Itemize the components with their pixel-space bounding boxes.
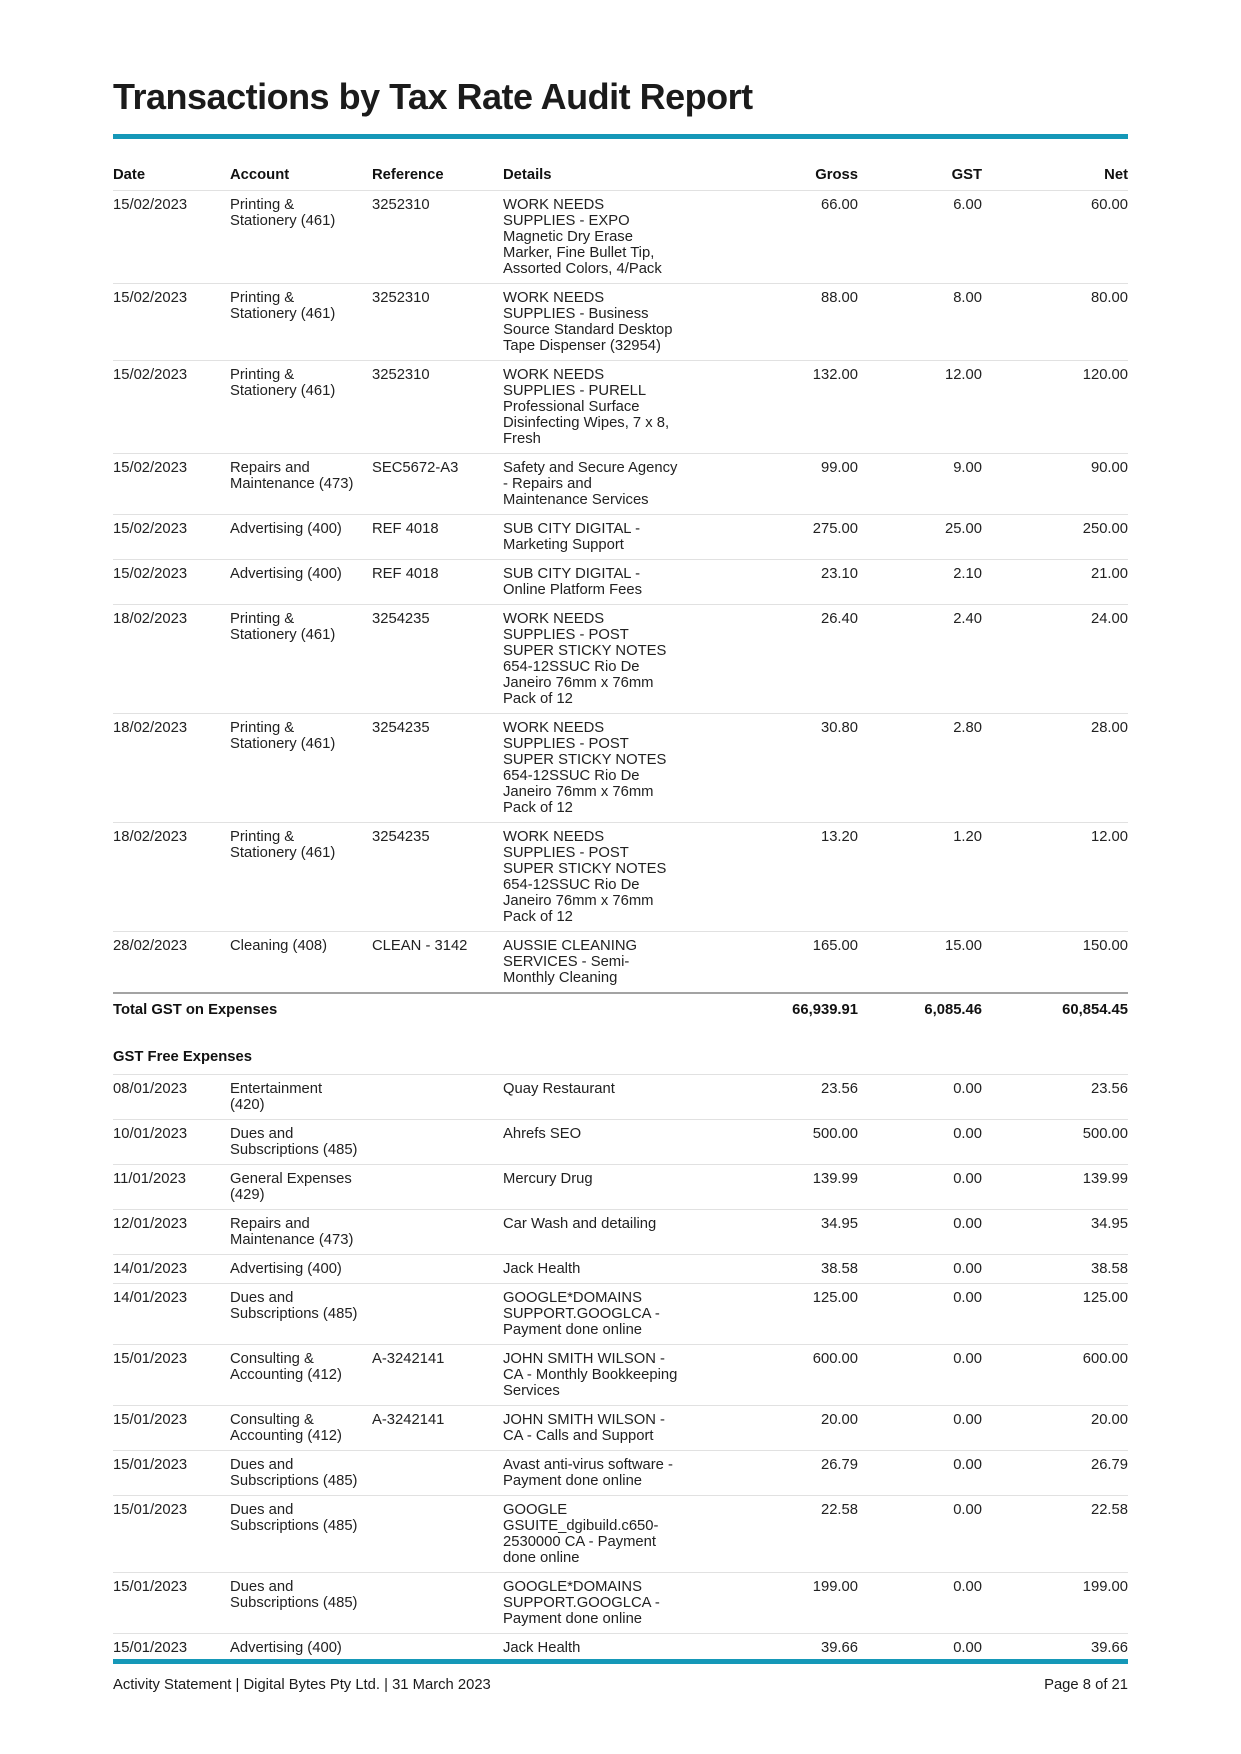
cell-details: WORK NEEDS SUPPLIES - PURELL Professional Surface Disinfecting Wipes, 7 x 8, Fresh (503, 367, 670, 447)
cell-gst: 2.40 (953, 611, 982, 627)
cell-reference: REF 4018 (372, 521, 439, 537)
cell-details: WORK NEEDS SUPPLIES - EXPO Magnetic Dry Erase Marker, Fine Bullet Tip, Assorted Colors, 4/Pack (503, 197, 662, 277)
table-row (113, 713, 1128, 822)
cell-details: SUB CITY DIGITAL - Marketing Support (503, 521, 641, 553)
cell-reference: CLEAN - 3142 (372, 938, 468, 954)
cell-gross: 39.66 (820, 1640, 858, 1656)
table-row (113, 1405, 1128, 1450)
cell-gross: 38.58 (820, 1261, 858, 1277)
column-header-gross: Gross (815, 167, 858, 183)
cell-date: 15/02/2023 (113, 566, 188, 582)
cell-gross: 165.00 (812, 938, 858, 954)
total-gst: 6,085.46 (924, 1002, 982, 1018)
cell-gst: 0.00 (953, 1290, 982, 1306)
cell-reference: REF 4018 (372, 566, 439, 582)
cell-account: Printing & Stationery (461) (230, 720, 336, 752)
cell-details: WORK NEEDS SUPPLIES - POST SUPER STICKY NOTES 654-12SSUC Rio De Janeiro 76mm x 76mm Pack of 12 (503, 720, 667, 816)
cell-net: 24.00 (1090, 611, 1128, 627)
cell-gross: 26.40 (820, 611, 858, 627)
cell-reference: 3252310 (372, 367, 430, 383)
cell-gst: 0.00 (953, 1081, 982, 1097)
cell-account: Entertainment (420) (230, 1081, 323, 1113)
cell-gst: 0.00 (953, 1126, 982, 1142)
cell-gross: 88.00 (820, 290, 858, 306)
cell-net: 34.95 (1090, 1216, 1128, 1232)
cell-gst: 9.00 (953, 460, 982, 476)
cell-gst: 0.00 (953, 1216, 982, 1232)
cell-account: Dues and Subscriptions (485) (230, 1457, 358, 1489)
table-row (113, 604, 1128, 713)
cell-reference: SEC5672-A3 (372, 460, 459, 476)
table-row (113, 283, 1128, 360)
cell-gross: 30.80 (820, 720, 858, 736)
cell-details: JOHN SMITH WILSON - CA - Calls and Support (503, 1412, 665, 1444)
report-content (113, 0, 1128, 1662)
cell-gross: 139.99 (812, 1171, 858, 1187)
cell-date: 15/02/2023 (113, 367, 188, 383)
column-header-reference: Reference (372, 167, 444, 183)
cell-net: 120.00 (1082, 367, 1128, 383)
cell-net: 125.00 (1082, 1290, 1128, 1306)
table-header (113, 167, 1128, 190)
cell-gross: 34.95 (820, 1216, 858, 1232)
column-header-gst: GST (951, 167, 982, 183)
cell-details: AUSSIE CLEANING SERVICES - Semi-Monthly Cleaning (503, 938, 638, 986)
cell-gst: 0.00 (953, 1502, 982, 1518)
cell-details: Mercury Drug (503, 1171, 593, 1187)
cell-details: Safety and Secure Agency - Repairs and Maintenance Services (503, 460, 678, 508)
cell-account: Printing & Stationery (461) (230, 611, 336, 643)
cell-gst: 0.00 (953, 1412, 982, 1428)
cell-date: 15/01/2023 (113, 1579, 188, 1595)
cell-date: 14/01/2023 (113, 1290, 188, 1306)
table-row (113, 1344, 1128, 1405)
title-rule (113, 134, 1128, 139)
cell-date: 18/02/2023 (113, 611, 188, 627)
cell-net: 199.00 (1082, 1579, 1128, 1595)
footer-rule (113, 1659, 1128, 1664)
footer-report-info: Activity Statement | Digital Bytes Pty Ltd. | 31 March 2023 (113, 1677, 491, 1693)
cell-net: 90.00 (1090, 460, 1128, 476)
cell-details: GOOGLE*DOMAINS SUPPORT.GOOGLCA - Payment done online (503, 1290, 660, 1338)
cell-gst: 0.00 (953, 1579, 982, 1595)
page-title: Transactions by Tax Rate Audit Report (113, 76, 753, 117)
cell-gst: 8.00 (953, 290, 982, 306)
cell-reference: A-3242141 (372, 1412, 445, 1428)
cell-reference: 3254235 (372, 720, 430, 736)
cell-details: Jack Health (503, 1261, 581, 1277)
cell-date: 14/01/2023 (113, 1261, 188, 1277)
cell-details: Car Wash and detailing (503, 1216, 657, 1232)
cell-gross: 125.00 (812, 1290, 858, 1306)
cell-gross: 26.79 (820, 1457, 858, 1473)
cell-gst: 15.00 (944, 938, 982, 954)
cell-net: 28.00 (1090, 720, 1128, 736)
cell-gst: 2.80 (953, 720, 982, 736)
cell-account: Repairs and Maintenance (473) (230, 460, 354, 492)
cell-account: Cleaning (408) (230, 938, 328, 954)
cell-net: 39.66 (1090, 1640, 1128, 1656)
cell-gst: 0.00 (953, 1261, 982, 1277)
table-row (113, 1119, 1128, 1164)
cell-date: 15/01/2023 (113, 1457, 188, 1473)
cell-account: Advertising (400) (230, 1261, 342, 1277)
cell-details: Jack Health (503, 1640, 581, 1656)
cell-details: JOHN SMITH WILSON - CA - Monthly Bookkeeping Services (503, 1351, 678, 1399)
total-row (113, 992, 1128, 1027)
page-footer (113, 1643, 1128, 1693)
cell-gst: 0.00 (953, 1171, 982, 1187)
cell-account: Advertising (400) (230, 1640, 342, 1656)
cell-account: Dues and Subscriptions (485) (230, 1502, 358, 1534)
table-row (113, 360, 1128, 453)
cell-date: 15/01/2023 (113, 1412, 188, 1428)
table-row (113, 190, 1128, 283)
cell-account: Consulting & Accounting (412) (230, 1351, 342, 1383)
column-header-date: Date (113, 167, 146, 183)
cell-details: Quay Restaurant (503, 1081, 615, 1097)
table-row (113, 822, 1128, 931)
table-row (113, 559, 1128, 604)
cell-gst: 25.00 (944, 521, 982, 537)
cell-date: 15/02/2023 (113, 521, 188, 537)
cell-reference: A-3242141 (372, 1351, 445, 1367)
cell-details: WORK NEEDS SUPPLIES - Business Source Standard Desktop Tape Dispenser (32954) (503, 290, 673, 354)
cell-net: 21.00 (1090, 566, 1128, 582)
cell-gross: 20.00 (820, 1412, 858, 1428)
cell-reference: 3252310 (372, 290, 430, 306)
table-row (113, 1283, 1128, 1344)
table-row (113, 1572, 1128, 1633)
cell-net: 23.56 (1090, 1081, 1128, 1097)
cell-account: Consulting & Accounting (412) (230, 1412, 342, 1444)
cell-date: 15/02/2023 (113, 460, 188, 476)
cell-date: 15/02/2023 (113, 290, 188, 306)
cell-gst: 6.00 (953, 197, 982, 213)
cell-details: Avast anti-virus software - Payment done online (503, 1457, 673, 1489)
column-header-account: Account (230, 167, 290, 183)
cell-date: 18/02/2023 (113, 720, 188, 736)
cell-account: Advertising (400) (230, 566, 342, 582)
cell-gross: 66.00 (820, 197, 858, 213)
cell-net: 38.58 (1090, 1261, 1128, 1277)
cell-details: Ahrefs SEO (503, 1126, 582, 1142)
cell-account: Dues and Subscriptions (485) (230, 1579, 358, 1611)
cell-net: 80.00 (1090, 290, 1128, 306)
cell-net: 22.58 (1090, 1502, 1128, 1518)
cell-net: 500.00 (1082, 1126, 1128, 1142)
cell-account: General Expenses (429) (230, 1171, 352, 1203)
cell-date: 15/01/2023 (113, 1502, 188, 1518)
table-row (113, 1164, 1128, 1209)
table-row (113, 1495, 1128, 1572)
cell-net: 600.00 (1082, 1351, 1128, 1367)
column-header-details: Details (503, 167, 552, 183)
cell-account: Dues and Subscriptions (485) (230, 1290, 358, 1322)
cell-account: Advertising (400) (230, 521, 342, 537)
cell-gross: 275.00 (812, 521, 858, 537)
section-heading: GST Free Expenses (113, 1049, 252, 1065)
cell-net: 150.00 (1082, 938, 1128, 954)
cell-date: 15/02/2023 (113, 197, 188, 213)
footer-page-number: Page 8 of 21 (1044, 1677, 1128, 1693)
cell-account: Printing & Stationery (461) (230, 290, 336, 322)
cell-details: GOOGLE GSUITE_dgibuild.c650-2530000 CA - Payment done online (503, 1502, 659, 1566)
table-row (113, 1209, 1128, 1254)
cell-net: 20.00 (1090, 1412, 1128, 1428)
cell-gst: 0.00 (953, 1640, 982, 1656)
cell-gst: 0.00 (953, 1351, 982, 1367)
cell-account: Dues and Subscriptions (485) (230, 1126, 358, 1158)
table-row (113, 931, 1128, 992)
cell-gross: 22.58 (820, 1502, 858, 1518)
total-label: Total GST on Expenses (113, 1002, 278, 1018)
table-row (113, 453, 1128, 514)
cell-gross: 600.00 (812, 1351, 858, 1367)
cell-gross: 13.20 (820, 829, 858, 845)
table-row (113, 1074, 1128, 1119)
cell-details: WORK NEEDS SUPPLIES - POST SUPER STICKY NOTES 654-12SSUC Rio De Janeiro 76mm x 76mm Pack of 12 (503, 829, 667, 925)
cell-date: 18/02/2023 (113, 829, 188, 845)
cell-gst: 2.10 (953, 566, 982, 582)
cell-account: Repairs and Maintenance (473) (230, 1216, 354, 1248)
cell-gross: 23.10 (820, 566, 858, 582)
total-net: 60,854.45 (1062, 1002, 1128, 1018)
cell-date: 11/01/2023 (113, 1171, 186, 1187)
cell-net: 26.79 (1090, 1457, 1128, 1473)
total-gross: 66,939.91 (792, 1002, 858, 1018)
cell-gross: 199.00 (812, 1579, 858, 1595)
cell-gross: 23.56 (820, 1081, 858, 1097)
cell-details: SUB CITY DIGITAL - Online Platform Fees (503, 566, 642, 598)
cell-net: 250.00 (1082, 521, 1128, 537)
column-header-net: Net (1104, 167, 1128, 183)
cell-date: 08/01/2023 (113, 1081, 188, 1097)
cell-gst: 0.00 (953, 1457, 982, 1473)
cell-details: WORK NEEDS SUPPLIES - POST SUPER STICKY NOTES 654-12SSUC Rio De Janeiro 76mm x 76mm Pack of 12 (503, 611, 667, 707)
cell-date: 12/01/2023 (113, 1216, 188, 1232)
cell-gross: 500.00 (812, 1126, 858, 1142)
table-body (113, 190, 1128, 1662)
table-row (113, 514, 1128, 559)
cell-date: 10/01/2023 (113, 1126, 188, 1142)
cell-reference: 3252310 (372, 197, 430, 213)
table-row (113, 1450, 1128, 1495)
cell-date: 15/01/2023 (113, 1640, 188, 1656)
cell-account: Printing & Stationery (461) (230, 829, 336, 861)
cell-account: Printing & Stationery (461) (230, 197, 336, 229)
cell-gst: 12.00 (944, 367, 982, 383)
cell-reference: 3254235 (372, 829, 430, 845)
cell-date: 15/01/2023 (113, 1351, 188, 1367)
cell-net: 60.00 (1090, 197, 1128, 213)
cell-net: 139.99 (1082, 1171, 1128, 1187)
cell-reference: 3254235 (372, 611, 430, 627)
cell-details: GOOGLE*DOMAINS SUPPORT.GOOGLCA - Payment done online (503, 1579, 660, 1627)
cell-account: Printing & Stationery (461) (230, 367, 336, 399)
cell-date: 28/02/2023 (113, 938, 188, 954)
cell-net: 12.00 (1090, 829, 1128, 845)
table-row (113, 1254, 1128, 1283)
cell-gross: 132.00 (812, 367, 858, 383)
cell-gross: 99.00 (820, 460, 858, 476)
cell-gst: 1.20 (953, 829, 982, 845)
